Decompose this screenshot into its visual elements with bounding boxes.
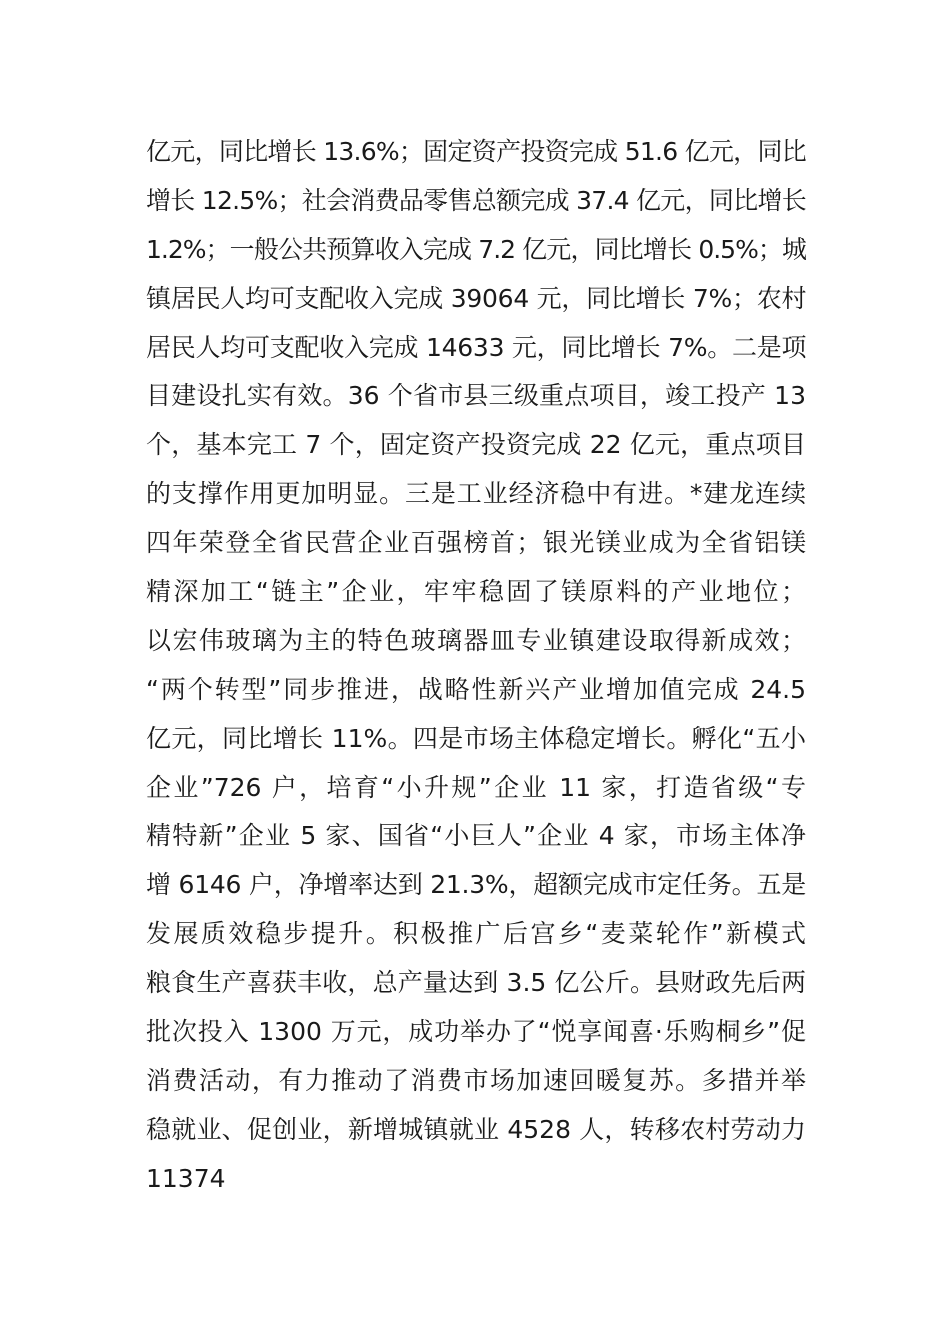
text-line: 增 6146 户，净增率达到 21.3%，超额完成市定任务。五是 bbox=[146, 870, 806, 900]
body-paragraph bbox=[146, 128, 806, 1204]
text-line: 批次投入 1300 万元，成功举办了“悦享闻喜·乐购桐乡”促 bbox=[146, 1017, 806, 1047]
text-line: 企业”726 户，培育“小升规”企业 11 家，打造省级“专 bbox=[146, 772, 806, 802]
text-line: 精特新”企业 5 家、国省“小巨人”企业 4 家，市场主体净 bbox=[146, 821, 806, 851]
text-line: 个，基本完工 7 个，固定资产投资完成 22 亿元，重点项目 bbox=[146, 430, 806, 460]
text-line: 亿元，同比增长 11%。四是市场主体稳定增长。孵化“五小 bbox=[146, 723, 806, 753]
text-line: 居民人均可支配收入完成 14633 元，同比增长 7%。二是项 bbox=[146, 332, 806, 362]
text-line: 1.2%；一般公共预算收入完成 7.2 亿元，同比增长 0.5%；城 bbox=[146, 234, 806, 264]
text-line: 稳就业、促创业，新增城镇就业 4528 人，转移农村劳动力 bbox=[146, 1114, 806, 1144]
text-line: 的支撑作用更加明显。三是工业经济稳中有进。*建龙连续 bbox=[146, 479, 806, 509]
text-line: 粮食生产喜获丰收，总产量达到 3.5 亿公斤。县财政先后两 bbox=[146, 968, 806, 998]
text-line: 精深加工“链主”企业，牢牢稳固了镁原料的产业地位； bbox=[146, 577, 806, 607]
text-line: “两个转型”同步推进，战略性新兴产业增加值完成 24.5 bbox=[146, 674, 806, 704]
text-line: 以宏伟玻璃为主的特色玻璃器皿专业镇建设取得新成效； bbox=[146, 625, 806, 655]
text-line: 发展质效稳步提升。积极推广后宫乡“麦菜轮作”新模式 bbox=[146, 919, 806, 949]
text-line-last: 11374 bbox=[146, 1163, 226, 1193]
text-line: 亿元，同比增长 13.6%；固定资产投资完成 51.6 亿元，同比 bbox=[146, 137, 806, 166]
text-line: 四年荣登全省民营企业百强榜首；银光镁业成为全省铝镁 bbox=[146, 528, 806, 558]
text-line: 镇居民人均可支配收入完成 39064 元，同比增长 7%；农村 bbox=[146, 283, 806, 313]
text-line: 消费活动，有力推动了消费市场加速回暖复苏。多措并举 bbox=[146, 1065, 806, 1095]
text-line: 增长 12.5%；社会消费品零售总额完成 37.4 亿元，同比增长 bbox=[146, 185, 806, 215]
text-line: 目建设扎实有效。36 个省市县三级重点项目，竣工投产 13 bbox=[146, 381, 806, 411]
